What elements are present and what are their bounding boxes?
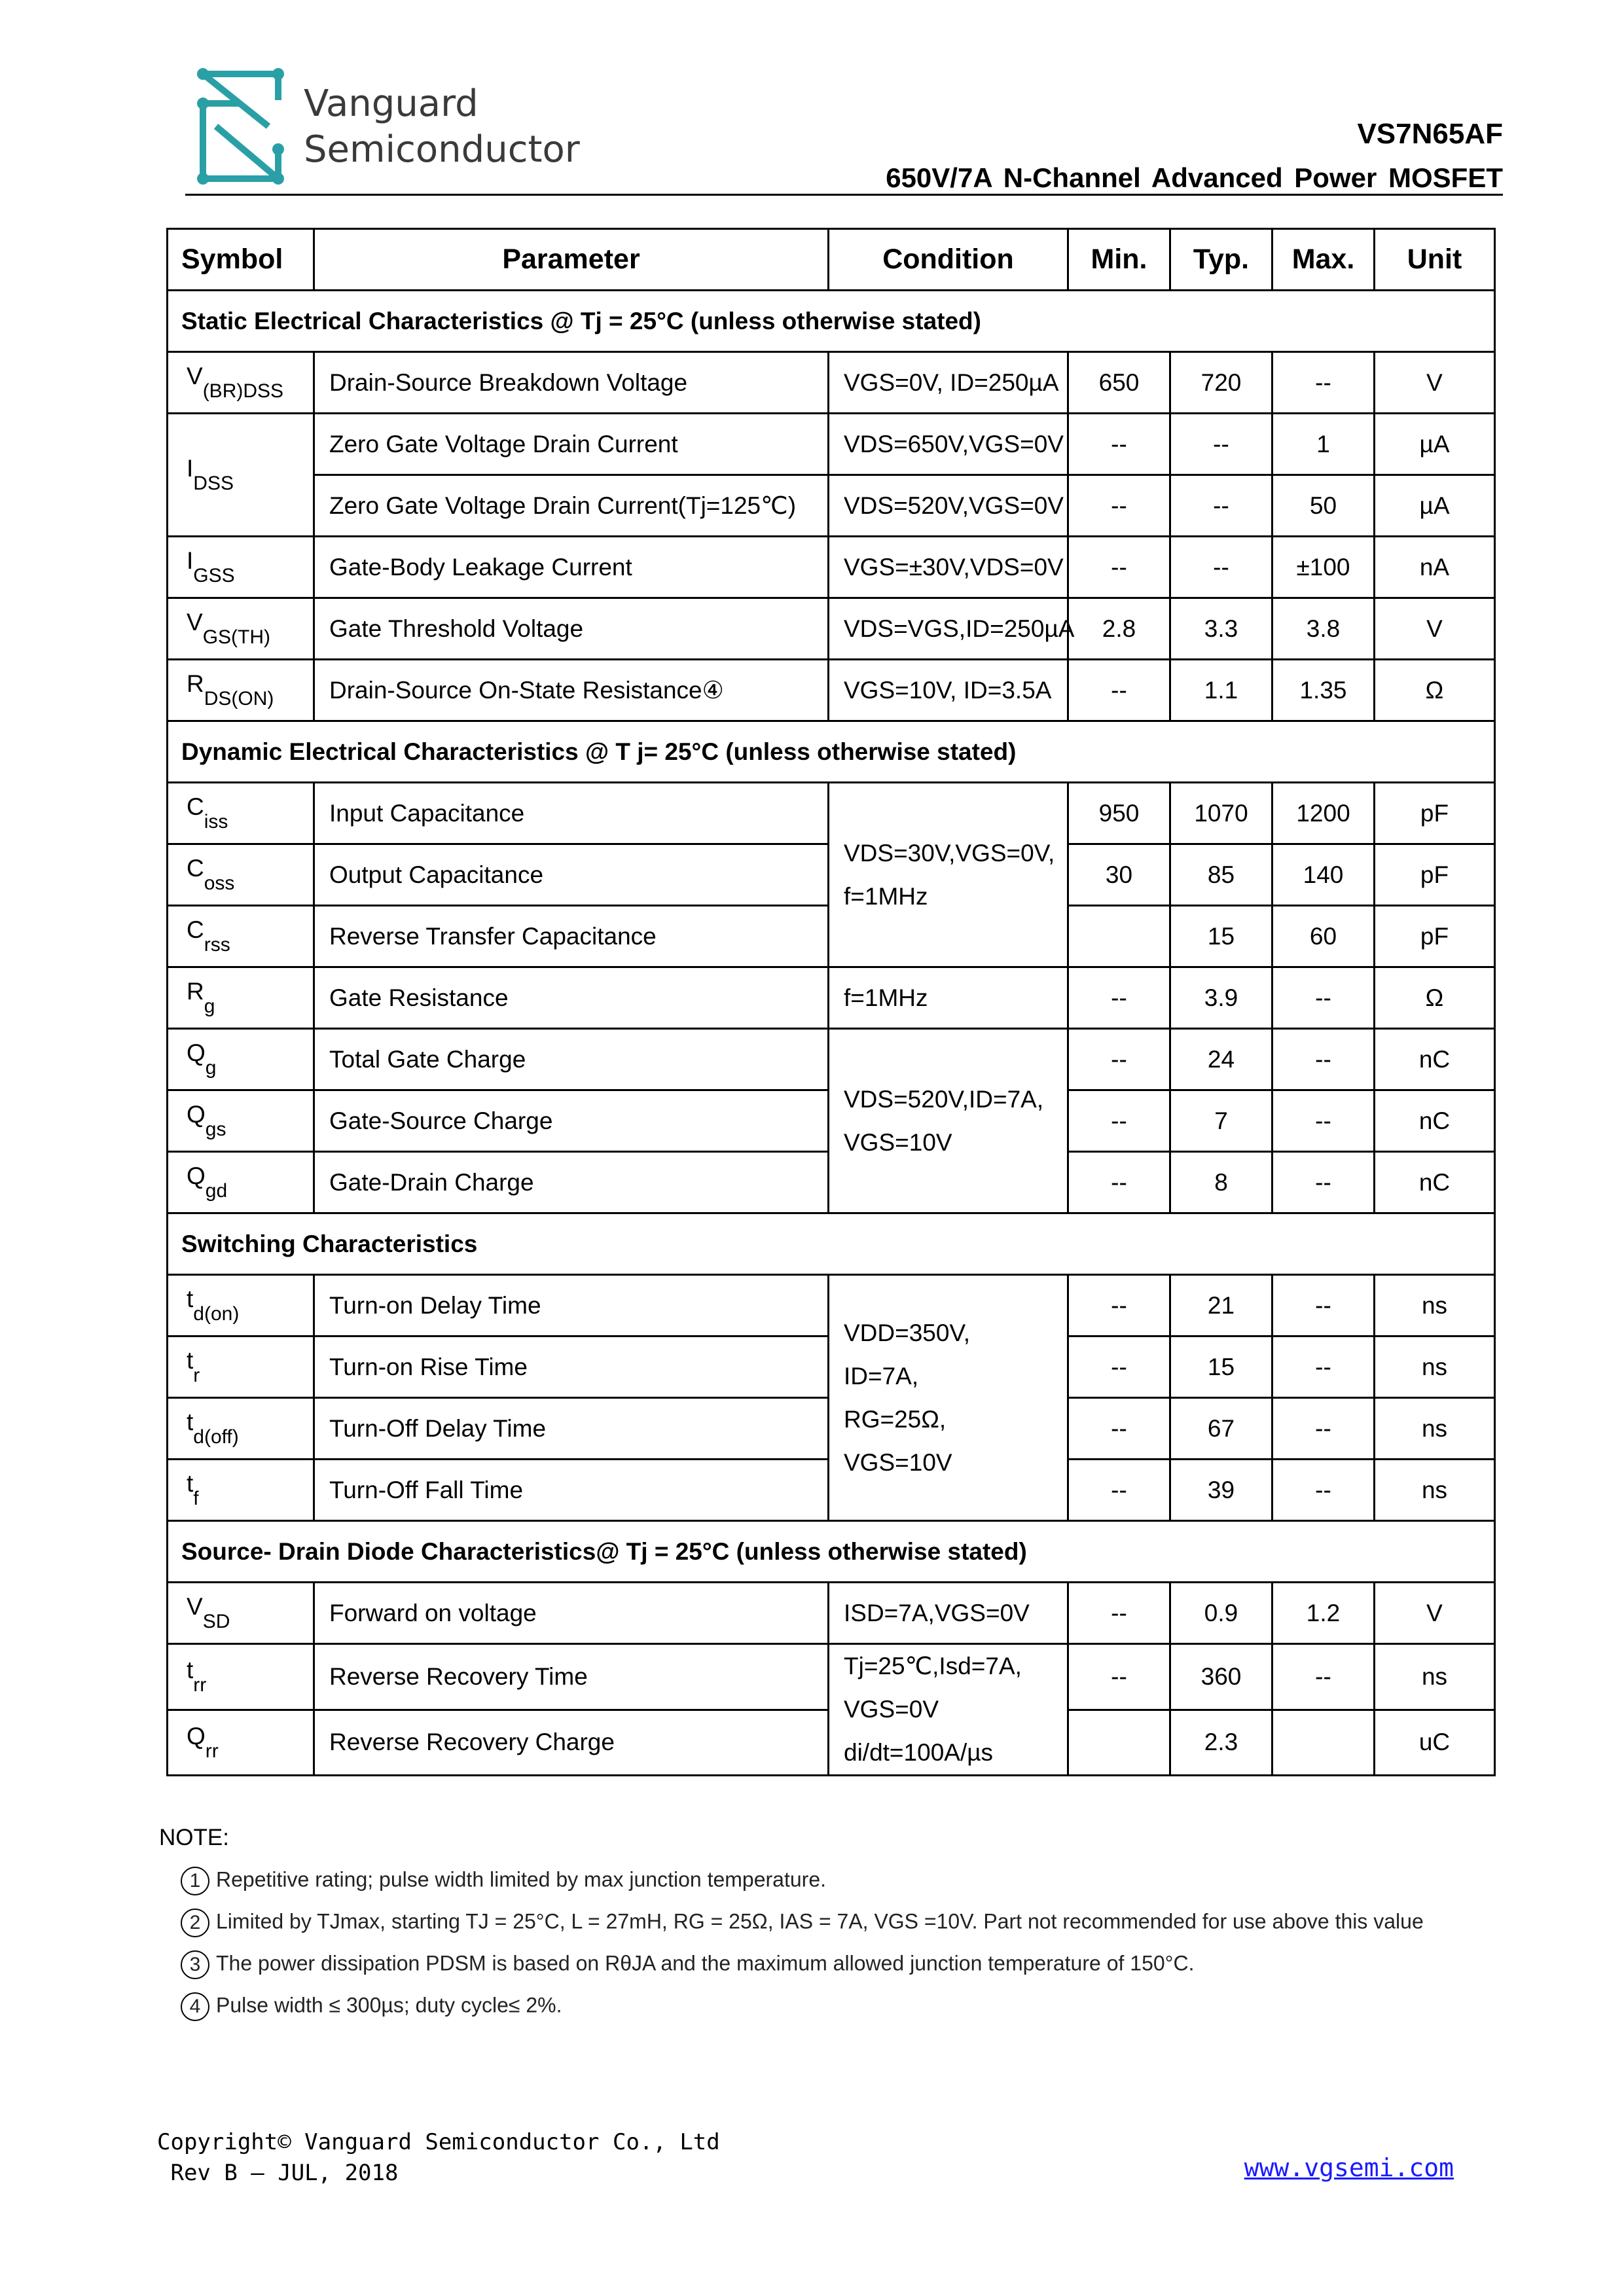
note-text: Pulse width ≤ 300µs; duty cycle≤ 2%. [216,1993,562,2017]
unit-cell: nA [1375,537,1495,598]
unit-cell: Ω [1375,967,1495,1029]
table-row [168,783,1495,844]
table-row [168,1644,1495,1710]
symbol-main: Q [187,1722,206,1749]
section-title-diode: Source- Drain Diode Characteristics@ Tj = 25°C (unless otherwise stated) [168,1521,1495,1583]
symbol-main: t [187,1470,194,1497]
section-header-row [168,1213,1495,1275]
condition-cell: VGS=0V, ID=250µA [829,352,1068,414]
note-number: 1 [181,1867,209,1895]
note-item [181,1992,562,2021]
footer-left [157,2127,720,2189]
parameter-cell: Gate-Drain Charge [314,1152,829,1213]
symbol-main: Q [187,1162,206,1189]
typ-cell: 15 [1170,1336,1272,1398]
part-number: VS7N65AF [1357,118,1503,150]
parameter-cell: Gate Threshold Voltage [314,598,829,660]
vanguard-logo [190,64,295,188]
unit-cell: pF [1375,906,1495,967]
symbol-cell [168,1398,314,1460]
note-number: 4 [181,1992,209,2021]
typ-cell: -- [1170,475,1272,537]
symbol-main: I [187,455,194,482]
symbol-subscript: rss [204,934,230,956]
symbol-cell [168,1644,314,1710]
min-cell: 30 [1068,844,1170,906]
min-cell: -- [1068,1152,1170,1213]
max-cell: -- [1272,1275,1375,1336]
parameter-cell: Gate-Source Charge [314,1090,829,1152]
symbol-subscript: rr [205,1740,219,1762]
symbol-cell [168,598,314,660]
max-cell: 3.8 [1272,598,1375,660]
min-cell: -- [1068,1275,1170,1336]
table-row [168,1275,1495,1336]
table-row [168,537,1495,598]
header-max: Max. [1272,229,1375,291]
parameter-cell: Turn-Off Fall Time [314,1460,829,1521]
unit-cell: ns [1375,1398,1495,1460]
section-header-row [168,291,1495,352]
condition-cell: ISD=7A,VGS=0V [829,1583,1068,1644]
symbol-subscript: f [193,1488,199,1509]
table-row [168,414,1495,475]
max-cell: 50 [1272,475,1375,537]
symbol-main: I [187,547,194,574]
max-cell: -- [1272,1090,1375,1152]
unit-cell: V [1375,1583,1495,1644]
typ-cell: -- [1170,414,1272,475]
section-title-dynamic: Dynamic Electrical Characteristics @ T j= 25°C (unless otherwise stated) [168,721,1495,783]
symbol-subscript: iss [204,811,228,833]
symbol-subscript: (BR)DSS [202,380,284,402]
parameter-cell: Zero Gate Voltage Drain Current [314,414,829,475]
header-unit: Unit [1375,229,1495,291]
header-min: Min. [1068,229,1170,291]
max-cell: -- [1272,1644,1375,1710]
symbol-cell [168,1460,314,1521]
symbol-subscript: GS(TH) [202,626,271,648]
notes-section [159,1825,229,1851]
typ-cell: 3.3 [1170,598,1272,660]
note-number: 2 [181,1909,209,1937]
max-cell: -- [1272,352,1375,414]
table-row [168,1583,1495,1644]
unit-cell: pF [1375,783,1495,844]
condition-cell: VDD=350V, ID=7A, RG=25Ω, VGS=10V [829,1275,1068,1521]
symbol-cell [168,1710,314,1776]
unit-cell: V [1375,352,1495,414]
typ-cell: 24 [1170,1029,1272,1090]
max-cell: -- [1272,1029,1375,1090]
unit-cell: V [1375,598,1495,660]
symbol-main: t [187,1657,194,1684]
symbol-cell [168,1336,314,1398]
symbol-main: R [187,978,204,1005]
typ-cell: 360 [1170,1644,1272,1710]
symbol-cell [168,906,314,967]
unit-cell: ns [1375,1275,1495,1336]
company-name [304,81,580,173]
footer-revision: Rev B – JUL, 2018 [157,2160,399,2186]
condition-cell: f=1MHz [829,967,1068,1029]
symbol-cell [168,660,314,721]
table-row [168,967,1495,1029]
unit-cell: uC [1375,1710,1495,1776]
table-header-row [168,229,1495,291]
symbol-subscript: oss [204,872,235,894]
symbol-main: t [187,1408,194,1435]
unit-cell: nC [1375,1090,1495,1152]
typ-cell: 7 [1170,1090,1272,1152]
max-cell: ±100 [1272,537,1375,598]
symbol-main: Q [187,1039,206,1066]
section-header-row [168,721,1495,783]
typ-cell: 8 [1170,1152,1272,1213]
company-name-line1: Vanguard [304,82,478,125]
symbol-subscript: gs [205,1119,226,1140]
symbol-cell [168,414,314,537]
company-name-line2: Semiconductor [304,128,580,171]
min-cell: -- [1068,967,1170,1029]
symbol-subscript: gd [205,1180,228,1202]
symbol-subscript: GSS [193,565,235,586]
max-cell: -- [1272,1460,1375,1521]
symbol-main: R [187,670,204,697]
typ-cell: -- [1170,537,1272,598]
typ-cell: 1.1 [1170,660,1272,721]
parameter-cell: Forward on voltage [314,1583,829,1644]
symbol-cell [168,1275,314,1336]
typ-cell: 0.9 [1170,1583,1272,1644]
min-cell: -- [1068,1583,1170,1644]
note-item [181,1950,1194,1979]
typ-cell: 15 [1170,906,1272,967]
table-row [168,1029,1495,1090]
parameter-cell: Drain-Source On-State Resistance④ [314,660,829,721]
condition-cell: VGS=±30V,VDS=0V [829,537,1068,598]
electrical-characteristics-table [166,228,1496,1776]
max-cell [1272,1710,1375,1776]
symbol-subscript: r [193,1365,200,1386]
parameter-cell: Total Gate Charge [314,1029,829,1090]
unit-cell: ns [1375,1460,1495,1521]
document-subtitle: 650V/7A N-Channel Advanced Power MOSFET [886,162,1503,193]
min-cell: -- [1068,1398,1170,1460]
max-cell: 1.35 [1272,660,1375,721]
table-row [168,660,1495,721]
symbol-cell [168,844,314,906]
symbol-main: V [187,609,203,636]
symbol-cell [168,1090,314,1152]
section-title-switching: Switching Characteristics [168,1213,1495,1275]
symbol-subscript: g [205,1057,217,1079]
symbol-subscript: SD [202,1611,230,1632]
parameter-cell: Turn-Off Delay Time [314,1398,829,1460]
parameter-cell: Output Capacitance [314,844,829,906]
unit-cell: nC [1375,1029,1495,1090]
website-link[interactable]: www.vgsemi.com [1244,2153,1454,2182]
min-cell: 650 [1068,352,1170,414]
symbol-subscript: g [204,996,215,1017]
max-cell: -- [1272,1152,1375,1213]
symbol-subscript: d(off) [193,1426,239,1448]
note-item [181,1867,826,1895]
note-item [181,1909,1424,1937]
max-cell: 60 [1272,906,1375,967]
condition-cell: VDS=VGS,ID=250µA [829,598,1068,660]
unit-cell: pF [1375,844,1495,906]
min-cell: -- [1068,1460,1170,1521]
parameter-cell: Reverse Recovery Time [314,1644,829,1710]
min-cell: -- [1068,1336,1170,1398]
symbol-main: t [187,1347,194,1374]
parameter-cell: Zero Gate Voltage Drain Current(Tj=125℃) [314,475,829,537]
table-row [168,352,1495,414]
symbol-main: t [187,1285,194,1312]
parameter-cell: Reverse Transfer Capacitance [314,906,829,967]
header-typ: Typ. [1170,229,1272,291]
max-cell: 1 [1272,414,1375,475]
unit-cell: ns [1375,1336,1495,1398]
unit-cell: µA [1375,414,1495,475]
typ-cell: 1070 [1170,783,1272,844]
parameter-cell: Drain-Source Breakdown Voltage [314,352,829,414]
header-symbol: Symbol [168,229,314,291]
typ-cell: 3.9 [1170,967,1272,1029]
min-cell: -- [1068,660,1170,721]
condition-cell: Tj=25℃,Isd=7A, VGS=0V di/dt=100A/µs [829,1644,1068,1776]
symbol-cell [168,1029,314,1090]
max-cell: -- [1272,1336,1375,1398]
symbol-main: Q [187,1101,206,1128]
min-cell [1068,1710,1170,1776]
condition-cell: VDS=30V,VGS=0V, f=1MHz [829,783,1068,967]
symbol-cell [168,352,314,414]
parameter-cell: Input Capacitance [314,783,829,844]
header-parameter: Parameter [314,229,829,291]
typ-cell: 67 [1170,1398,1272,1460]
min-cell: 2.8 [1068,598,1170,660]
unit-cell: Ω [1375,660,1495,721]
symbol-main: V [187,1593,203,1620]
symbol-cell [168,1583,314,1644]
condition-cell: VDS=520V,VGS=0V [829,475,1068,537]
unit-cell: nC [1375,1152,1495,1213]
parameter-cell: Turn-on Delay Time [314,1275,829,1336]
footer-copyright: Copyright© Vanguard Semiconductor Co., Ltd [157,2129,720,2155]
min-cell: -- [1068,1090,1170,1152]
min-cell [1068,906,1170,967]
header-divider [185,194,1503,196]
condition-cell: VDS=520V,ID=7A, VGS=10V [829,1029,1068,1213]
unit-cell: ns [1375,1644,1495,1710]
note-text: Limited by TJmax, starting TJ = 25°C, L = 27mH, RG = 25Ω, IAS = 7A, VGS =10V. Part not recommended for use above this value [216,1909,1424,1933]
min-cell: 950 [1068,783,1170,844]
table-row [168,475,1495,537]
min-cell: -- [1068,414,1170,475]
min-cell: -- [1068,1029,1170,1090]
typ-cell: 720 [1170,352,1272,414]
typ-cell: 2.3 [1170,1710,1272,1776]
symbol-cell [168,1152,314,1213]
section-header-row [168,1521,1495,1583]
symbol-subscript: DS(ON) [204,688,274,709]
max-cell: 1200 [1272,783,1375,844]
min-cell: -- [1068,1644,1170,1710]
typ-cell: 39 [1170,1460,1272,1521]
parameter-cell: Reverse Recovery Charge [314,1710,829,1776]
note-text: The power dissipation PDSM is based on RθJA and the maximum allowed junction temperature of 150°C. [216,1951,1195,1975]
max-cell: 140 [1272,844,1375,906]
section-title-static: Static Electrical Characteristics @ Tj = 25°C (unless otherwise stated) [168,291,1495,352]
typ-cell: 21 [1170,1275,1272,1336]
parameter-cell: Turn-on Rise Time [314,1336,829,1398]
symbol-cell [168,783,314,844]
symbol-main: C [187,916,204,943]
min-cell: -- [1068,475,1170,537]
note-text: Repetitive rating; pulse width limited by max junction temperature. [216,1867,826,1892]
parameter-cell: Gate-Body Leakage Current [314,537,829,598]
unit-cell: µA [1375,475,1495,537]
max-cell: -- [1272,967,1375,1029]
symbol-main: C [187,855,204,882]
symbol-main: V [187,363,203,389]
condition-cell: VGS=10V, ID=3.5A [829,660,1068,721]
notes-title: NOTE: [159,1825,229,1850]
parameter-cell: Gate Resistance [314,967,829,1029]
symbol-cell [168,967,314,1029]
min-cell: -- [1068,537,1170,598]
condition-cell: VDS=650V,VGS=0V [829,414,1068,475]
typ-cell: 85 [1170,844,1272,906]
symbol-main: C [187,793,204,820]
table-row [168,598,1495,660]
note-number: 3 [181,1950,209,1979]
max-cell: -- [1272,1398,1375,1460]
symbol-subscript: d(on) [193,1303,240,1325]
max-cell: 1.2 [1272,1583,1375,1644]
symbol-subscript: DSS [193,473,234,494]
symbol-cell [168,537,314,598]
symbol-subscript: rr [193,1674,207,1696]
header-condition: Condition [829,229,1068,291]
